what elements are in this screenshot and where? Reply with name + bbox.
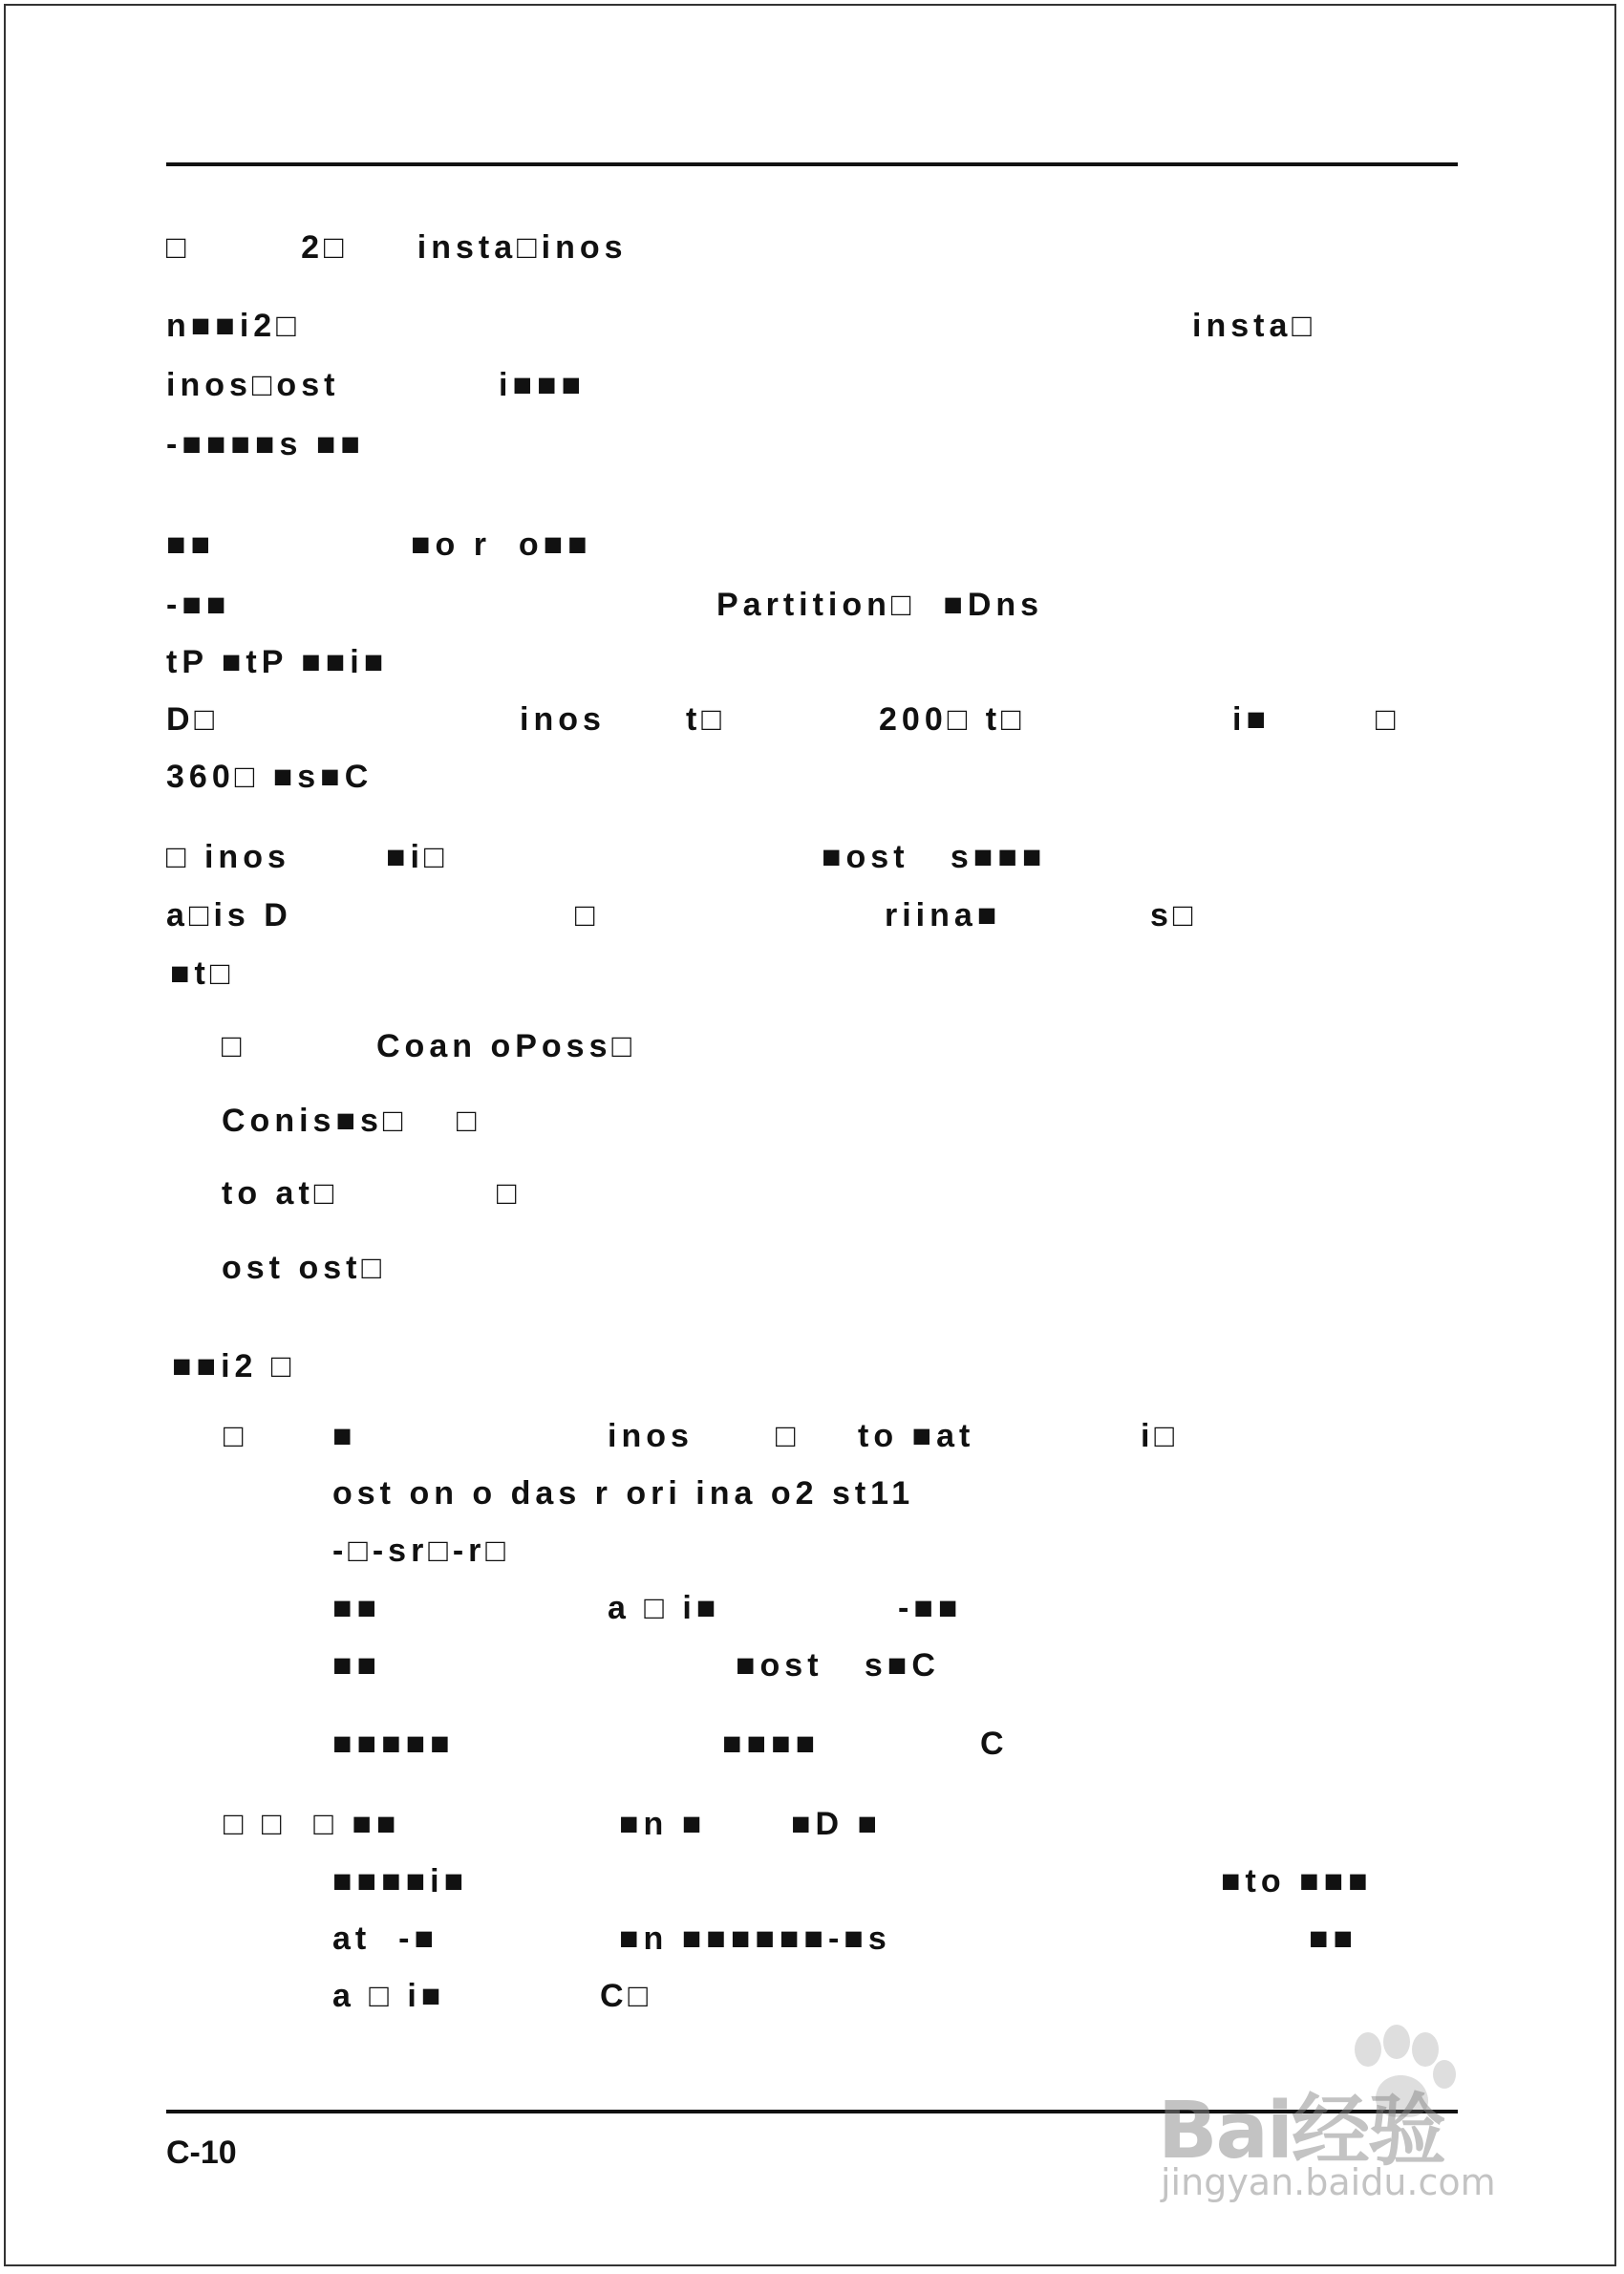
- paragraph-2-line-4-e: i■: [1232, 701, 1271, 738]
- step-2-line-3-b: ■n ■■■■■■-■s: [619, 1920, 891, 1957]
- subsection-heading: ■■i2 □: [172, 1348, 296, 1384]
- watermark-brand: Bai经验: [1158, 2086, 1444, 2177]
- paragraph-3-line-1-c: ■ost s■■■: [822, 839, 1047, 875]
- step-1-line-6-c: C: [980, 1726, 1009, 1762]
- header-rule: [166, 162, 1458, 166]
- paragraph-2-line-3: tP ■tP ■■i■: [166, 644, 389, 680]
- step-1-line-4-a: ■■: [332, 1590, 382, 1626]
- paragraph-1-line-2: inos□ost: [166, 367, 340, 403]
- paragraph-2-line-5: 360□ ■s■C: [166, 759, 374, 795]
- step-2-line-4-a: a □ i■: [332, 1978, 446, 2014]
- paragraph-3-line-2-a: a□is D: [166, 897, 292, 933]
- paragraph-2-line-4-c: t□: [686, 701, 726, 738]
- step-1-e: i□: [1141, 1418, 1179, 1454]
- paragraph-1-line-3: -■■■■s ■■: [166, 426, 365, 462]
- step-2-a: □ □ □ ■■: [224, 1806, 401, 1842]
- paragraph-3-line-2-d: s□: [1150, 897, 1198, 933]
- partition-text: Partition□ ■Dns: [716, 587, 1044, 623]
- step-2-line-2-b: ■to ■■■: [1221, 1863, 1373, 1899]
- list-item-2: Conis■s□: [222, 1103, 408, 1139]
- section-heading: □ 2□ instа□inos: [166, 229, 628, 266]
- step-2-b: ■n ■: [619, 1806, 707, 1842]
- paragraph-2-line-4-f: □: [1376, 701, 1400, 738]
- watermark-url: jingyan.baidu.com: [1161, 2161, 1496, 2203]
- paragraph-1-line-1: n■■i2□: [166, 308, 301, 344]
- paragraph-1-line-2-end: i■■■: [499, 367, 587, 403]
- list-item-3-end: □: [497, 1175, 522, 1212]
- step-2-c: ■D ■: [791, 1806, 883, 1842]
- paragraph-3-line-1-a: □ inos: [166, 839, 290, 875]
- list-item-4: ost ost□: [222, 1250, 386, 1286]
- step-1-line-6-a: ■■■■■: [332, 1726, 455, 1762]
- list-item-3: to at□: [222, 1175, 339, 1212]
- step-1-line-5-b: ■ost s■C: [736, 1647, 940, 1684]
- step-1-line-5-a: ■■: [332, 1647, 382, 1684]
- step-1-line-4-b: a □ i■: [608, 1590, 721, 1626]
- list-item-2-end: □: [457, 1103, 481, 1139]
- paragraph-3-line-2-b: □: [575, 897, 600, 933]
- paragraph-3-line-3: ■t□: [170, 955, 235, 992]
- paragraph-3-line-1-b: ■i□: [386, 839, 449, 875]
- step-1-line-6-b: ■■■■: [722, 1726, 821, 1762]
- step-2-line-4-b: C□: [600, 1978, 653, 2014]
- paragraph-2-line-4-b: inos: [520, 701, 606, 738]
- step-2-line-2-a: ■■■■i■: [332, 1863, 469, 1899]
- paragraph-3-line-2-c: riina■: [885, 897, 1002, 933]
- step-1-d: to ■at: [858, 1418, 975, 1454]
- step-1-line-4-c: -■■: [898, 1590, 963, 1626]
- list-item-1-marker: □: [222, 1028, 246, 1064]
- step-2-line-3-a: at -■: [332, 1920, 438, 1957]
- step-1-line-3: -□-sr□-r□: [332, 1533, 510, 1569]
- paragraph-2-line-4-d: 200□ t□: [879, 701, 1026, 738]
- list-item-1: Coan oPoss□: [376, 1028, 637, 1064]
- page-number: C-10: [166, 2135, 237, 2171]
- step-2-line-3-c: ■■: [1309, 1920, 1358, 1957]
- paragraph-2-line-2: -■■: [166, 587, 231, 623]
- paragraph-1-line-1-end: instа□: [1192, 308, 1316, 344]
- paragraph-2-line-4-a: D□: [166, 701, 220, 738]
- paragraph-2-line-1-end: ■o r o■■: [411, 526, 592, 563]
- step-1-c: □: [776, 1418, 801, 1454]
- step-1-line-2: ost on o das r ori ina o2 st11: [332, 1475, 915, 1512]
- step-1-b: inos: [608, 1418, 694, 1454]
- step-1-a: ■: [332, 1418, 357, 1454]
- step-1-marker: □: [224, 1418, 248, 1454]
- paragraph-2-line-1: ■■: [166, 526, 216, 563]
